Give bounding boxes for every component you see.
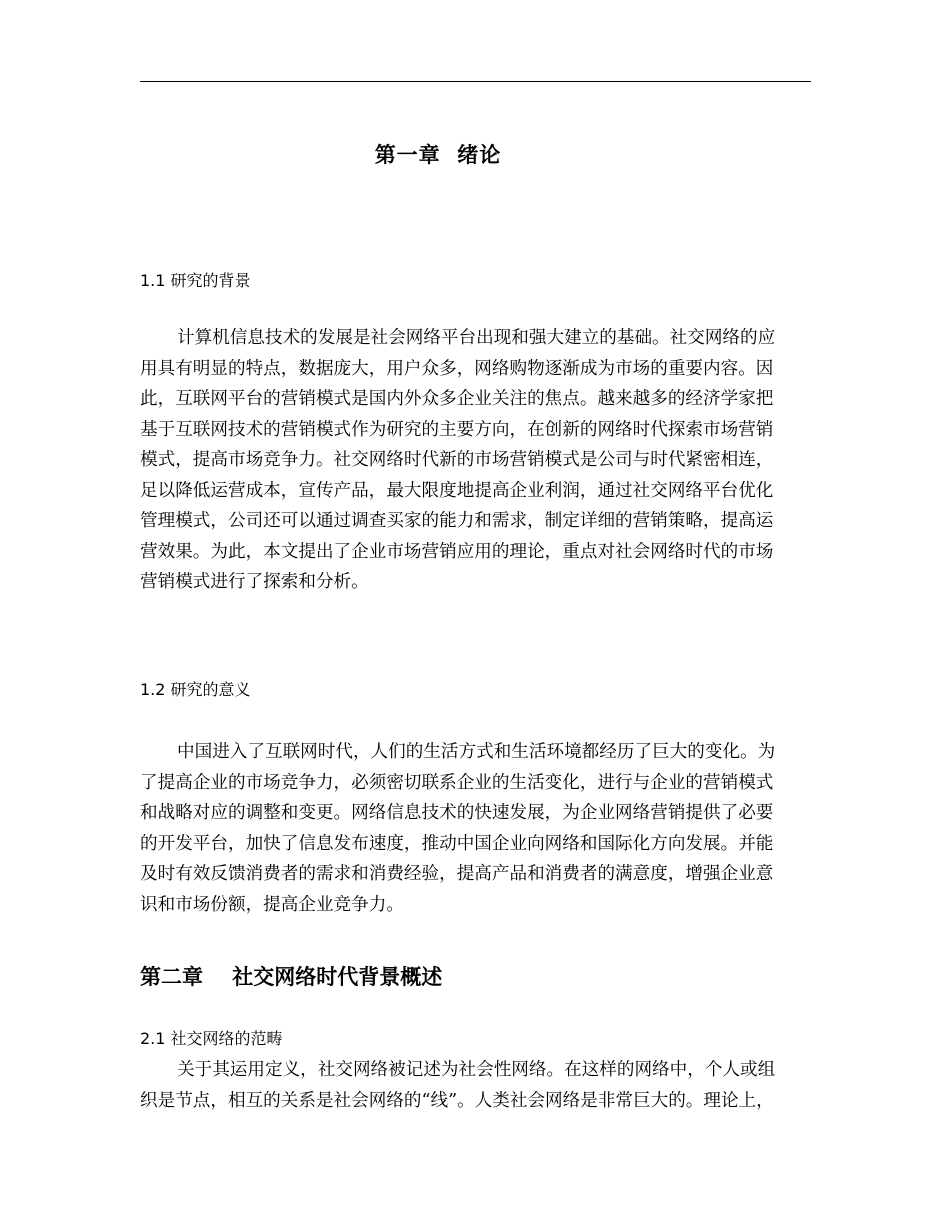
section-1-2-paragraph xyxy=(140,737,815,920)
section-1-1-heading: 1.1 研究的背景 xyxy=(140,271,251,290)
paragraph-line: 识和市场份额，提高企业竞争力。 xyxy=(140,894,404,915)
chapter-1-title: 第一章 绪论 xyxy=(374,143,502,167)
section-1-2-heading: 1.2 研究的意义 xyxy=(140,680,251,699)
paragraph-line: 中国进入了互联网时代，人们的生活方式和生活环境都经历了巨大的变化。为 xyxy=(177,742,776,762)
paragraph-line: 和战略对应的调整和变更。网络信息技术的快速发展，为企业网络营销提供了必要 xyxy=(140,803,774,823)
header-rule xyxy=(140,81,811,82)
paragraph-line: 用具有明显的特点，数据庞大，用户众多，网络购物逐渐成为市场的重要内容。因 xyxy=(140,358,774,379)
paragraph-line: 管理模式，公司还可以通过调查买家的能力和需求，制定详细的营销策略，提高运 xyxy=(140,511,774,531)
paragraph-line: 了提高企业的市场竞争力，必须密切联系企业的生活变化，进行与企业的营销模式 xyxy=(140,772,774,793)
paragraph-line: 关于其运用定义，社交网络被记述为社会性网络。在这样的网络中，个人或组 xyxy=(177,1060,776,1080)
paragraph-line: 模式，提高市场竞争力。社交网络时代新的市场营销模式是公司与时代紧密相连， xyxy=(140,450,774,470)
paragraph-line: 计算机信息技术的发展是社会网络平台出现和强大建立的基础。社交网络的应 xyxy=(177,328,776,348)
paragraph-line: 织是节点，相互的关系是社会网络的“线”。人类社会网络是非常巨大的。理论上， xyxy=(140,1090,774,1111)
chapter-2-title: 第二章 社交网络时代背景概述 xyxy=(140,965,443,989)
paragraph-line: 此，互联网平台的营销模式是国内外众多企业关注的焦点。越来越多的经济学家把 xyxy=(140,389,774,409)
paragraph-line: 营销模式进行了探索和分析。 xyxy=(140,572,369,592)
section-2-1-paragraph xyxy=(140,1055,815,1116)
paragraph-line: 的开发平台，加快了信息发布速度，推动中国企业向网络和国际化方向发展。并能 xyxy=(140,833,774,854)
section-1-1-paragraph xyxy=(140,323,815,598)
section-2-1-heading: 2.1 社交网络的范畴 xyxy=(140,1029,283,1048)
paragraph-line: 足以降低运营成本，宣传产品，最大限度地提高企业利润，通过社交网络平台优化 xyxy=(140,480,774,501)
paragraph-line: 及时有效反馈消费者的需求和消费经验，提高产品和消费者的满意度，增强企业意 xyxy=(140,864,774,884)
paragraph-line: 基于互联网技术的营销模式作为研究的主要方向，在创新的网络时代探索市场营销 xyxy=(140,419,774,440)
paragraph-line: 营效果。为此，本文提出了企业市场营销应用的理论，重点对社会网络时代的市场 xyxy=(140,541,774,562)
